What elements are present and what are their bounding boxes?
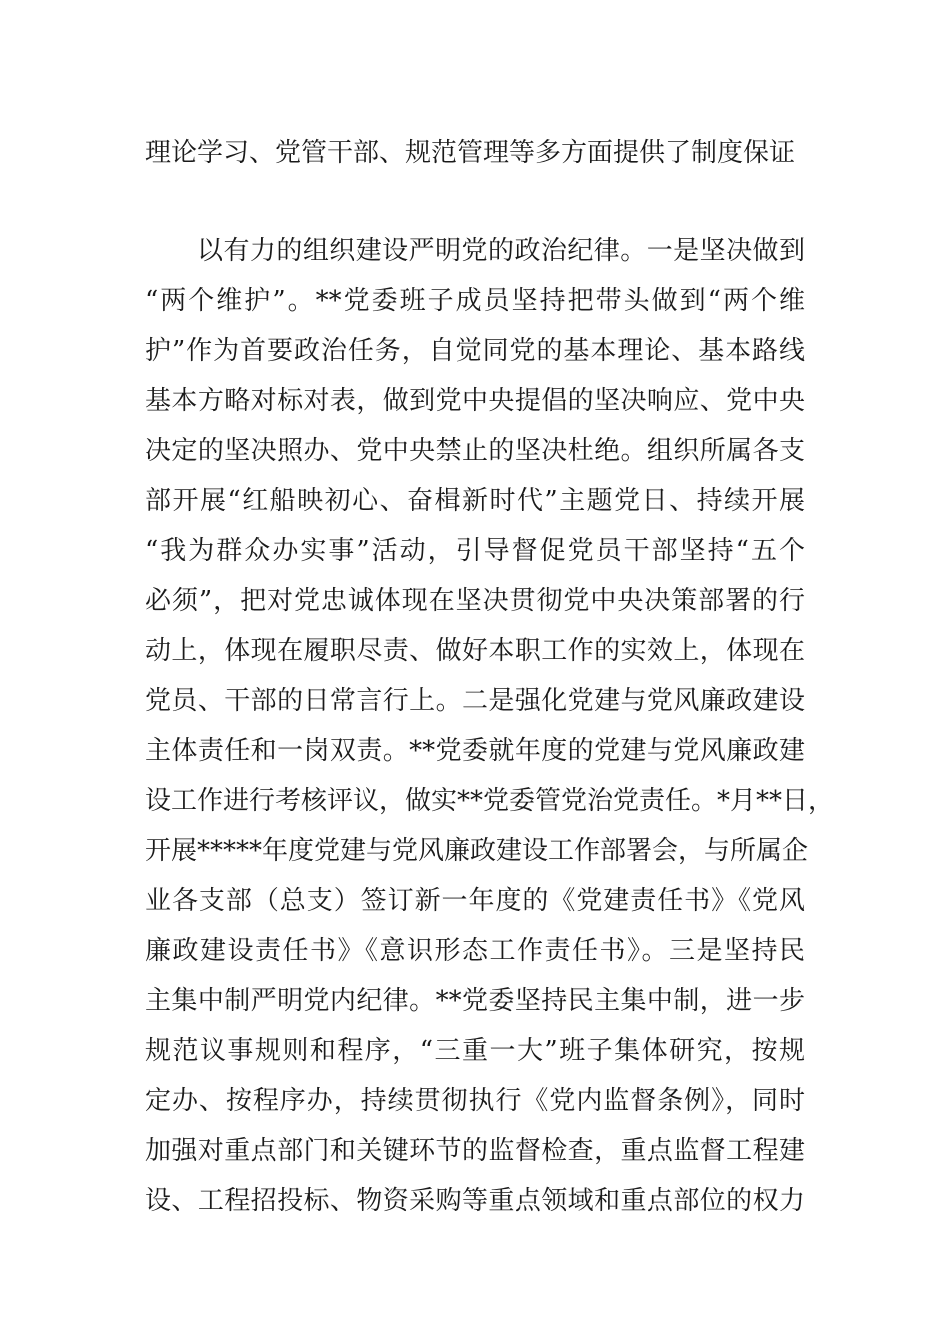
paragraph-line: 业各支部（总支）签订新一年度的《党建责任书》《党风 [145, 886, 805, 916]
paragraph-line: 部开展“红船映初心、奋楫新时代”主题党日、持续开展 [145, 486, 805, 516]
paragraph-line: 基本方略对标对表，做到党中央提倡的坚决响应、党中央 [145, 386, 805, 416]
paragraph-line: “我为群众办实事”活动，引导督促党员干部坚持“五个 [145, 536, 805, 566]
paragraph-line: 设、工程招投标、物资采购等重点领域和重点部位的权力 [145, 1186, 805, 1216]
paragraph-line: 定办、按程序办，持续贯彻执行《党内监督条例》，同时 [145, 1086, 805, 1116]
paragraph-line: 开展*****年度党建与党风廉政建设工作部署会，与所属企 [145, 836, 809, 866]
paragraph-line: 廉政建设责任书》《意识形态工作责任书》。三是坚持民 [145, 936, 805, 966]
paragraph-line: 主体责任和一岗双责。**党委就年度的党建与党风廉政建 [145, 736, 805, 766]
paragraph-line: 动上，体现在履职尽责、做好本职工作的实效上，体现在 [145, 636, 805, 666]
paragraph-line: 规范议事规则和程序，“三重一大”班子集体研究，按规 [145, 1036, 805, 1066]
text-line-heading-tail: 理论学习、党管干部、规范管理等多方面提供了制度保证 [145, 138, 796, 168]
paragraph-line: 党员、干部的日常言行上。二是强化党建与党风廉政建设 [145, 686, 805, 716]
paragraph-line: 设工作进行考核评议，做实**党委管党治党责任。*月**日， [145, 786, 835, 816]
paragraph-line: 以有力的组织建设严明党的政治纪律。一是坚决做到 [197, 236, 805, 266]
paragraph-line: “两个维护”。**党委班子成员坚持把带头做到“两个维 [145, 286, 805, 316]
paragraph-line: 护”作为首要政治任务，自觉同党的基本理论、基本路线 [145, 336, 805, 366]
paragraph-line: 决定的坚决照办、党中央禁止的坚决杜绝。组织所属各支 [145, 436, 805, 466]
paragraph-line: 加强对重点部门和关键环节的监督检查，重点监督工程建 [145, 1136, 805, 1166]
paragraph-line: 必须”，把对党忠诚体现在坚决贯彻党中央决策部署的行 [145, 586, 805, 616]
paragraph-line: 主集中制严明党内纪律。**党委坚持民主集中制，进一步 [145, 986, 805, 1016]
